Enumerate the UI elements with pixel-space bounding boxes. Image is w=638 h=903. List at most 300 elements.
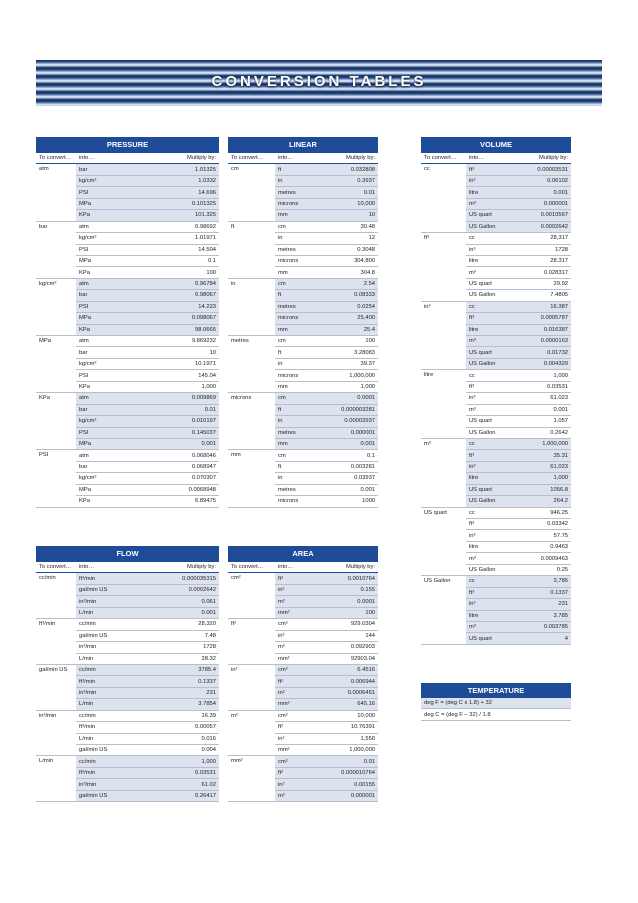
multiplier-value: 1000 [317, 496, 378, 507]
into-unit: ft³ [466, 450, 509, 461]
multiplier-value: 61.023 [509, 393, 571, 404]
multiplier-value: 3.785 [509, 610, 571, 621]
multiplier-value: 0.000003281 [317, 404, 378, 415]
into-unit: in [275, 233, 317, 244]
multiplier-value: 9.869232 [120, 336, 219, 347]
into-unit: ft² [275, 767, 317, 778]
multiplier-value: 0.145037 [120, 427, 219, 438]
from-unit: atm [36, 164, 76, 221]
into-unit: microns [275, 198, 317, 209]
flow-title: FLOW [36, 546, 219, 562]
multiplier-value: 0.000001 [509, 198, 571, 209]
multiplier-value: 0.016 [120, 733, 219, 744]
from-unit: bar [36, 221, 76, 278]
into-unit: ft³ [466, 587, 509, 598]
into-unit: ft³ [466, 381, 509, 392]
multiplier-value: 231 [509, 599, 571, 610]
column-header-from: To convert… [36, 153, 76, 164]
formula-c-to-f: deg F = (deg C x 1.8) + 32 [421, 698, 571, 709]
multiplier-value: 0.08333 [317, 290, 378, 301]
into-unit: in² [275, 584, 317, 595]
multiplier-value: 0.0254 [317, 301, 378, 312]
multiplier-value: 0.03937 [317, 473, 378, 484]
multiplier-value: 1,550 [317, 733, 378, 744]
multiplier-value: 0.061 [120, 596, 219, 607]
into-unit: m² [275, 596, 317, 607]
from-unit: kg/cm² [36, 278, 76, 335]
multiplier-value: 28.32 [120, 653, 219, 664]
multiplier-value: 1.057 [509, 416, 571, 427]
multiplier-value: 0.1 [317, 450, 378, 461]
into-unit: KPa [76, 267, 120, 278]
multiplier-value: 3.7854 [120, 699, 219, 710]
multiplier-value: 145.04 [120, 370, 219, 381]
multiplier-value: 1,000 [120, 756, 219, 767]
into-unit: kg/cm² [76, 233, 120, 244]
table-row [421, 233, 571, 244]
multiplier-value: 264.2 [509, 496, 571, 507]
multiplier-value: 1728 [120, 642, 219, 653]
linear-title: LINEAR [228, 137, 378, 153]
into-unit: cm [275, 450, 317, 461]
table-row [421, 507, 571, 518]
multiplier-value: 16.387 [509, 301, 571, 312]
multiplier-value: 35.31 [509, 450, 571, 461]
into-unit: in³ [466, 393, 509, 404]
into-unit: metres [275, 484, 317, 495]
into-unit: ft [275, 461, 317, 472]
into-unit: US Gallon [466, 221, 509, 232]
into-unit: cm [275, 221, 317, 232]
into-unit: cc [466, 438, 509, 449]
from-unit: m² [228, 710, 275, 756]
multiplier-value: 231 [120, 687, 219, 698]
multiplier-value: 0.0000163 [509, 336, 571, 347]
into-unit: mm² [275, 699, 317, 710]
into-unit: ft [275, 164, 317, 175]
multiplier-value: 3.28083 [317, 347, 378, 358]
multiplier-value: 28,320 [120, 619, 219, 630]
into-unit: US quart [466, 484, 509, 495]
pressure-title: PRESSURE [36, 137, 219, 153]
into-unit: US quart [466, 633, 509, 644]
multiplier-value: 0.26417 [120, 790, 219, 801]
column-header-factor: Multiply by: [120, 562, 219, 573]
into-unit: ft³ [466, 313, 509, 324]
multiplier-value: 10 [120, 347, 219, 358]
column-header-into: into… [275, 153, 317, 164]
into-unit: mm [275, 324, 317, 335]
multiplier-value: 30.48 [317, 221, 378, 232]
into-unit: bar [76, 461, 120, 472]
multiplier-value: 0.001 [120, 607, 219, 618]
table-row [228, 710, 378, 721]
multiplier-value: 61,023 [509, 461, 571, 472]
multiplier-value: 0.01 [317, 187, 378, 198]
into-unit: in³/min [76, 687, 120, 698]
into-unit: atm [76, 221, 120, 232]
into-unit: US quart [466, 347, 509, 358]
multiplier-value: 0.00057 [120, 722, 219, 733]
into-unit: m² [275, 687, 317, 698]
into-unit: litre [466, 187, 509, 198]
table-row [36, 710, 219, 721]
into-unit: mm [275, 210, 317, 221]
into-unit: in³ [466, 599, 509, 610]
table-row [228, 221, 378, 232]
table-row [36, 164, 219, 175]
into-unit: litre [466, 610, 509, 621]
into-unit: cc/min [76, 619, 120, 630]
multiplier-value: 25.4 [317, 324, 378, 335]
from-unit: US Gallon [421, 576, 466, 645]
from-unit: cm [228, 164, 275, 221]
into-unit: MPa [76, 255, 120, 266]
into-unit: in³/min [76, 779, 120, 790]
into-unit: ft² [275, 676, 317, 687]
into-unit: in [275, 473, 317, 484]
multiplier-value: 1728 [509, 244, 571, 255]
multiplier-value: 7.48 [120, 630, 219, 641]
into-unit: in³/min [76, 596, 120, 607]
table-row [228, 756, 378, 767]
into-unit: microns [275, 313, 317, 324]
multiplier-value: 0.01 [317, 756, 378, 767]
formula-f-to-c: deg C = (deg F – 32) / 1.8 [421, 709, 571, 720]
into-unit: KPa [76, 210, 120, 221]
into-unit: in³ [466, 461, 509, 472]
into-unit: kg/cm² [76, 358, 120, 369]
into-unit: metres [275, 244, 317, 255]
into-unit: kg/cm² [76, 175, 120, 186]
column-header-into: into… [76, 562, 120, 573]
into-unit: atm [76, 278, 120, 289]
into-unit: cm² [275, 710, 317, 721]
into-unit: m³ [466, 621, 509, 632]
from-unit: ft [228, 221, 275, 278]
table-row [36, 336, 219, 347]
pressure-table [36, 137, 219, 508]
into-unit: US Gallon [466, 427, 509, 438]
into-unit: ft [275, 404, 317, 415]
multiplier-value: 14.696 [120, 187, 219, 198]
multiplier-value: 0.3937 [317, 175, 378, 186]
into-unit: microns [275, 370, 317, 381]
into-unit: atm [76, 450, 120, 461]
into-unit: gal/min US [76, 630, 120, 641]
column-header-into: into… [275, 562, 317, 573]
multiplier-value: 10,000 [317, 198, 378, 209]
multiplier-value: 28.317 [509, 255, 571, 266]
table-row [36, 619, 219, 630]
into-unit: cm [275, 336, 317, 347]
from-unit: KPa [36, 393, 76, 450]
into-unit: gal/min US [76, 584, 120, 595]
into-unit: cc/min [76, 664, 120, 675]
column-header-from: To convert… [36, 562, 76, 573]
multiplier-value: 101.325 [120, 210, 219, 221]
into-unit: KPa [76, 381, 120, 392]
volume-title: VOLUME [421, 137, 571, 153]
multiplier-value: 0.98067 [120, 290, 219, 301]
multiplier-value: 0.001 [317, 484, 378, 495]
column-header-into: into… [466, 153, 509, 164]
from-unit: cm² [228, 573, 275, 619]
table-row [228, 336, 378, 347]
into-unit: in³ [466, 175, 509, 186]
multiplier-value: 0.3048 [317, 244, 378, 255]
multiplier-value: 0.001 [509, 187, 571, 198]
multiplier-value: 0.000001 [317, 790, 378, 801]
multiplier-value: 0.0010567 [509, 210, 571, 221]
multiplier-value: 0.1337 [509, 587, 571, 598]
into-unit: PSI [76, 427, 120, 438]
from-unit: metres [228, 336, 275, 393]
into-unit: m² [275, 642, 317, 653]
from-unit: mm [228, 450, 275, 507]
multiplier-value: 0.98692 [120, 221, 219, 232]
multiplier-value: 10,000 [317, 710, 378, 721]
multiplier-value: 0.003281 [317, 461, 378, 472]
into-unit: cc [466, 301, 509, 312]
into-unit: m³ [466, 404, 509, 415]
into-unit: cm² [275, 664, 317, 675]
multiplier-value: 0.010197 [120, 416, 219, 427]
into-unit: L/min [76, 699, 120, 710]
table-row [228, 164, 378, 175]
multiplier-value: 10 [317, 210, 378, 221]
into-unit: microns [275, 496, 317, 507]
into-unit: cc [466, 507, 509, 518]
multiplier-value: 144 [317, 630, 378, 641]
multiplier-value: 1,000 [509, 370, 571, 381]
multiplier-value: 0.000035315 [120, 573, 219, 584]
multiplier-value: 946.25 [509, 507, 571, 518]
multiplier-value: 25,400 [317, 313, 378, 324]
multiplier-value: 0.092903 [317, 642, 378, 653]
multiplier-value: 1,000,000 [317, 370, 378, 381]
into-unit: litre [466, 473, 509, 484]
into-unit: in² [275, 733, 317, 744]
multiplier-value: 0.06102 [509, 175, 571, 186]
into-unit: microns [275, 255, 317, 266]
into-unit: PSI [76, 187, 120, 198]
into-unit: cc/min [76, 756, 120, 767]
temperature-title: TEMPERATURE [421, 683, 571, 698]
multiplier-value: 0.96784 [120, 278, 219, 289]
multiplier-value: 4 [509, 633, 571, 644]
table-row [228, 278, 378, 289]
multiplier-value: 1.0332 [120, 175, 219, 186]
multiplier-value: 14.504 [120, 244, 219, 255]
multiplier-value: 0.000001 [317, 427, 378, 438]
from-unit: in² [228, 664, 275, 710]
from-unit: cc/min [36, 573, 76, 619]
into-unit: metres [275, 187, 317, 198]
multiplier-value: 57.75 [509, 530, 571, 541]
from-unit: PSI [36, 450, 76, 507]
into-unit: cm² [275, 619, 317, 630]
multiplier-value: 0.155 [317, 584, 378, 595]
into-unit: ft³/min [76, 676, 120, 687]
into-unit: KPa [76, 324, 120, 335]
into-unit: bar [76, 404, 120, 415]
into-unit: mm² [275, 607, 317, 618]
column-header-factor: Multiply by: [509, 153, 571, 164]
into-unit: cm [275, 393, 317, 404]
multiplier-value: 0.03531 [509, 381, 571, 392]
into-unit: MPa [76, 313, 120, 324]
area-title: AREA [228, 546, 378, 562]
into-unit: MPa [76, 484, 120, 495]
into-unit: metres [275, 427, 317, 438]
column-header-into: into… [76, 153, 120, 164]
into-unit: metres [275, 301, 317, 312]
multiplier-value: 29.92 [509, 278, 571, 289]
multiplier-value: 0.0009463 [509, 553, 571, 564]
table-row [228, 393, 378, 404]
into-unit: in³/min [76, 642, 120, 653]
multiplier-value: 0.032808 [317, 164, 378, 175]
table-row [228, 573, 378, 584]
multiplier-value: 1.01325 [120, 164, 219, 175]
into-unit: litre [466, 255, 509, 266]
into-unit: kg/cm² [76, 473, 120, 484]
into-unit: in³ [466, 244, 509, 255]
multiplier-value: 0.00003531 [509, 164, 571, 175]
volume-table [421, 137, 571, 645]
from-unit: gal/min US [36, 664, 76, 710]
table-row [36, 664, 219, 675]
into-unit: gal/min US [76, 745, 120, 756]
into-unit: cc [466, 370, 509, 381]
column-header-from: To convert… [228, 153, 275, 164]
table-row [421, 370, 571, 381]
multiplier-value: 28,317 [509, 233, 571, 244]
into-unit: m³ [466, 267, 509, 278]
table-row [36, 573, 219, 584]
from-unit: ft³ [421, 233, 466, 302]
multiplier-value: 0.0001 [317, 393, 378, 404]
multiplier-value: 0.25 [509, 564, 571, 575]
multiplier-value: 1,000,000 [317, 745, 378, 756]
into-unit: in [275, 416, 317, 427]
multiplier-value: 6.4516 [317, 664, 378, 675]
into-unit: US quart [466, 210, 509, 221]
into-unit: in² [275, 630, 317, 641]
into-unit: PSI [76, 301, 120, 312]
column-header-factor: Multiply by: [317, 153, 378, 164]
into-unit: m² [275, 790, 317, 801]
multiplier-value: 0.00003937 [317, 416, 378, 427]
into-unit: cc [466, 233, 509, 244]
from-unit: MPa [36, 336, 76, 393]
multiplier-value: 0.068046 [120, 450, 219, 461]
multiplier-value: 0.0002642 [120, 584, 219, 595]
multiplier-value: 14.223 [120, 301, 219, 312]
into-unit: bar [76, 347, 120, 358]
multiplier-value: 0.068947 [120, 461, 219, 472]
table-row [36, 393, 219, 404]
area-table [228, 546, 378, 802]
from-unit: m³ [421, 438, 466, 507]
multiplier-value: 1056.8 [509, 484, 571, 495]
multiplier-value: 39.37 [317, 358, 378, 369]
into-unit: mm² [275, 653, 317, 664]
into-unit: bar [76, 164, 120, 175]
from-unit: microns [228, 393, 275, 450]
into-unit: US quart [466, 416, 509, 427]
multiplier-value: 304,800 [317, 255, 378, 266]
multiplier-value: 92903.04 [317, 653, 378, 664]
multiplier-value: 1,000 [509, 473, 571, 484]
from-unit: in³/min [36, 710, 76, 756]
into-unit: L/min [76, 653, 120, 664]
multiplier-value: 1,000 [120, 381, 219, 392]
multiplier-value: 0.098067 [120, 313, 219, 324]
from-unit: US quart [421, 507, 466, 576]
into-unit: mm [275, 267, 317, 278]
title-banner [36, 60, 602, 106]
multiplier-value: 7.4805 [509, 290, 571, 301]
into-unit: in [275, 358, 317, 369]
from-unit: mm² [228, 756, 275, 802]
flow-table [36, 546, 219, 802]
into-unit: L/min [76, 607, 120, 618]
page-title: CONVERSION TABLES [211, 73, 427, 90]
multiplier-value: 0.0010764 [317, 573, 378, 584]
into-unit: gal/min US [76, 790, 120, 801]
into-unit: ft³/min [76, 573, 120, 584]
multiplier-value: 0.0006451 [317, 687, 378, 698]
into-unit: US quart [466, 278, 509, 289]
multiplier-value: 16.39 [120, 710, 219, 721]
into-unit: in [275, 175, 317, 186]
multiplier-value: 100 [317, 336, 378, 347]
into-unit: atm [76, 393, 120, 404]
multiplier-value: 0.1337 [120, 676, 219, 687]
multiplier-value: 0.03342 [509, 519, 571, 530]
into-unit: US Gallon [466, 290, 509, 301]
multiplier-value: 100 [120, 267, 219, 278]
multiplier-value: 3785.4 [120, 664, 219, 675]
into-unit: bar [76, 290, 120, 301]
table-row [36, 221, 219, 232]
multiplier-value: 0.00155 [317, 779, 378, 790]
table-row [421, 576, 571, 587]
into-unit: ft³ [466, 164, 509, 175]
table-row [36, 450, 219, 461]
multiplier-value: 10.76391 [317, 722, 378, 733]
into-unit: atm [76, 336, 120, 347]
into-unit: ft³/min [76, 767, 120, 778]
multiplier-value: 3,785 [509, 576, 571, 587]
into-unit: in³ [466, 530, 509, 541]
from-unit: ft² [228, 619, 275, 665]
multiplier-value: 0.9463 [509, 541, 571, 552]
multiplier-value: 0.01 [120, 404, 219, 415]
multiplier-value: 0.001 [120, 438, 219, 449]
into-unit: US Gallon [466, 564, 509, 575]
multiplier-value: 0.001 [509, 404, 571, 415]
multiplier-value: 0.0001 [317, 596, 378, 607]
into-unit: m³ [466, 336, 509, 347]
multiplier-value: 1.01971 [120, 233, 219, 244]
linear-table [228, 137, 378, 508]
table-row [36, 278, 219, 289]
column-header-from: To convert… [228, 562, 275, 573]
multiplier-value: 0.2642 [509, 427, 571, 438]
